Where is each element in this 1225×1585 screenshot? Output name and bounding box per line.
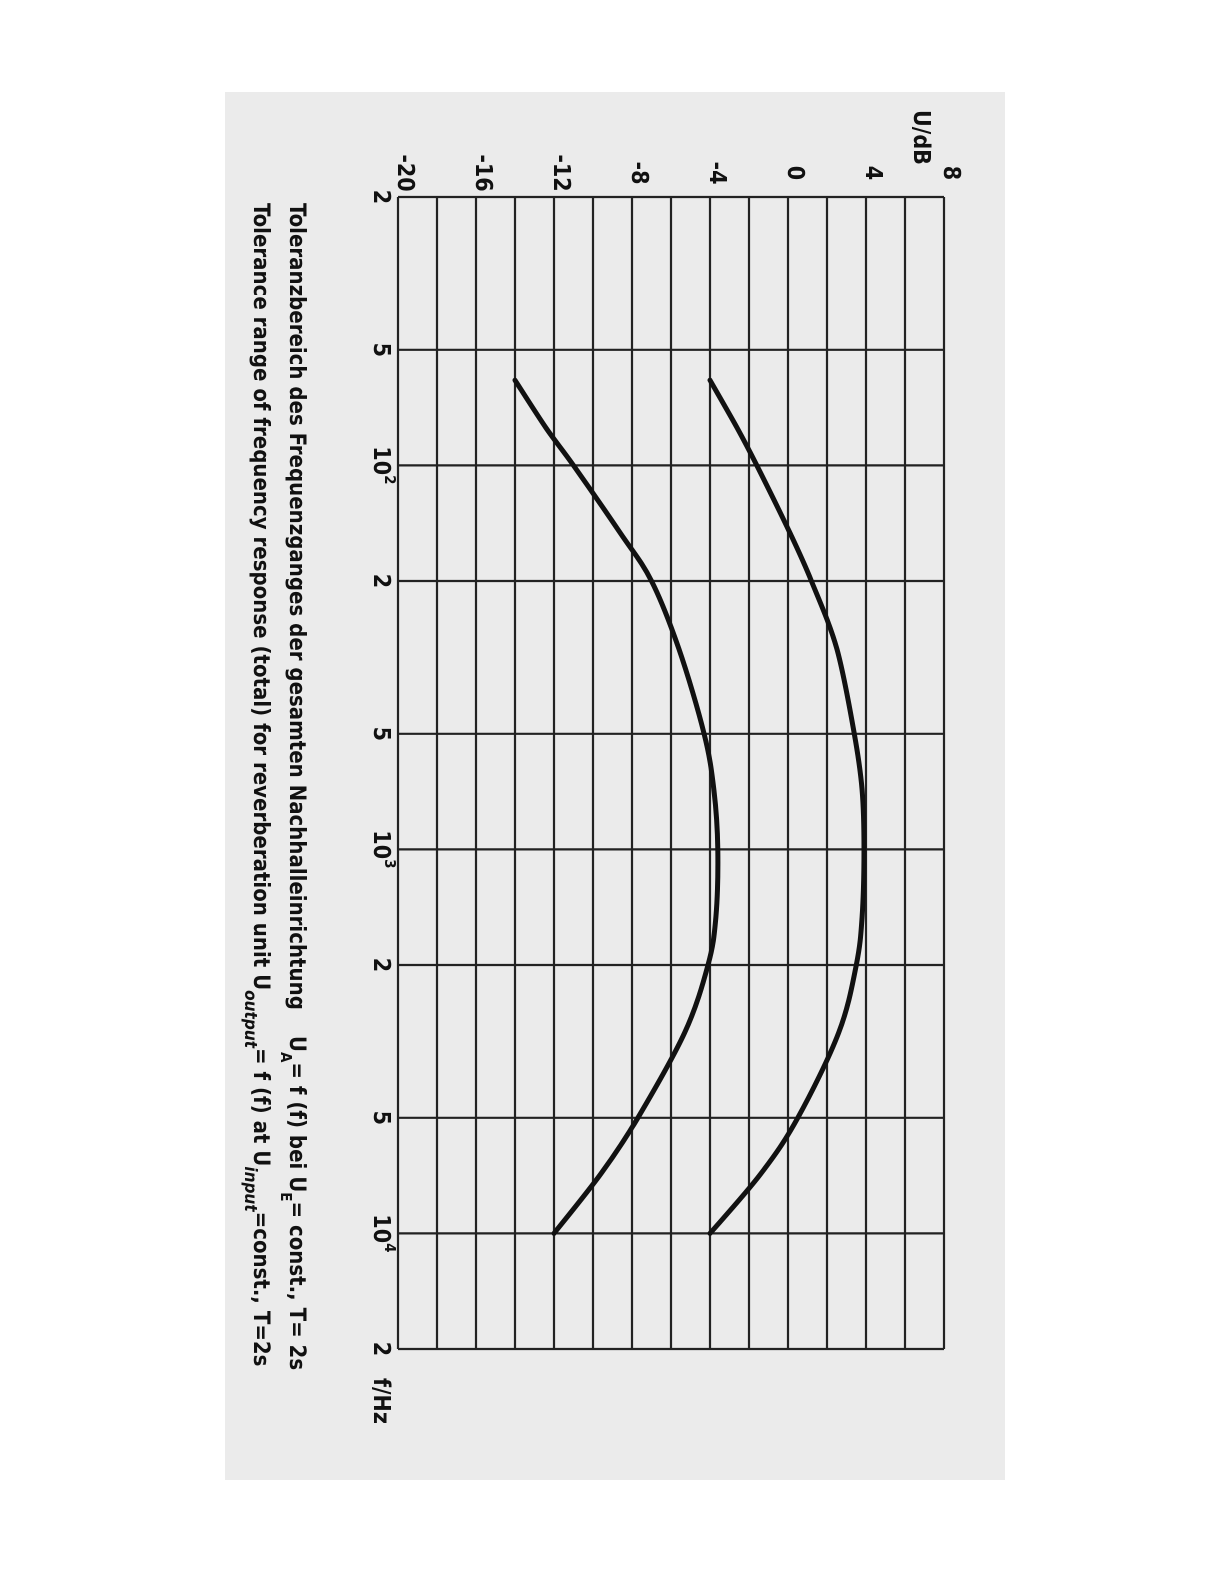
x-tick-label	[368, 830, 399, 868]
x-tick-label-text: 5	[368, 1110, 394, 1126]
x-tick-label	[368, 958, 394, 972]
caption-german-text: Toleranzbereich des Frequenzganges der gesamten Nachhalleinrichtung	[284, 203, 309, 1010]
x-tick-label-text: 2	[368, 1341, 394, 1357]
x-tick-label-exponent: 3	[381, 859, 399, 869]
y-tick-label: -4	[704, 161, 730, 185]
x-tick-label	[368, 190, 394, 204]
x-tick-label-text: 5	[368, 726, 394, 742]
y-tick-label: 0	[782, 165, 808, 181]
caption-german-end: = const., T= 2s	[284, 1201, 309, 1371]
y-tick-label: 4	[860, 165, 886, 181]
y-axis-ticks	[392, 154, 964, 191]
caption-english-mid: = f (f) at U	[248, 1048, 273, 1167]
x-tick-label	[368, 727, 394, 741]
y-axis-label: U/dB	[908, 110, 934, 165]
x-tick-label	[368, 1214, 399, 1252]
x-tick-label-text: 2	[368, 957, 394, 973]
x-tick-label	[368, 574, 394, 588]
x-axis-label: f/Hz	[368, 1378, 394, 1424]
caption-german-ue-sub: E	[277, 1192, 295, 1202]
tolerance-curve-lower	[515, 380, 718, 1233]
caption-english-text: Tolerance range of frequency response (total) for reverberation unit U	[248, 203, 273, 991]
caption-english	[240, 203, 273, 1366]
x-tick-label-text: 10	[368, 830, 394, 860]
x-tick-label-text: 2	[368, 573, 394, 589]
x-tick-label-text: 5	[368, 342, 394, 358]
caption-english-end: =const., T=2s	[248, 1211, 273, 1367]
caption-german-ua: U	[284, 1035, 309, 1052]
caption-german	[277, 203, 309, 1370]
x-tick-label	[368, 446, 399, 484]
x-tick-label-exponent: 4	[381, 1243, 399, 1253]
caption-german-ua-sub: A	[277, 1051, 295, 1063]
x-tick-label-text: 2	[368, 189, 394, 205]
x-axis-ticks	[368, 190, 399, 1356]
y-tick-label: 8	[938, 165, 964, 181]
x-tick-label	[368, 343, 394, 357]
y-tick-label: -12	[548, 154, 574, 192]
x-tick-label	[368, 1111, 394, 1125]
x-tick-label-exponent: 2	[381, 475, 399, 485]
x-tick-label-text: 10	[368, 1214, 394, 1244]
x-tick-label-text: 10	[368, 446, 394, 476]
y-tick-label: -20	[392, 154, 418, 192]
caption-english-input-sub: input	[240, 1166, 260, 1212]
y-tick-label: -16	[470, 154, 496, 192]
caption-english-output-sub: output	[240, 990, 260, 1049]
y-tick-label: -8	[626, 161, 652, 185]
x-tick-label	[368, 1342, 394, 1356]
tolerance-curves	[515, 380, 864, 1233]
caption-german-mid: = f (f) bei U	[284, 1062, 309, 1193]
